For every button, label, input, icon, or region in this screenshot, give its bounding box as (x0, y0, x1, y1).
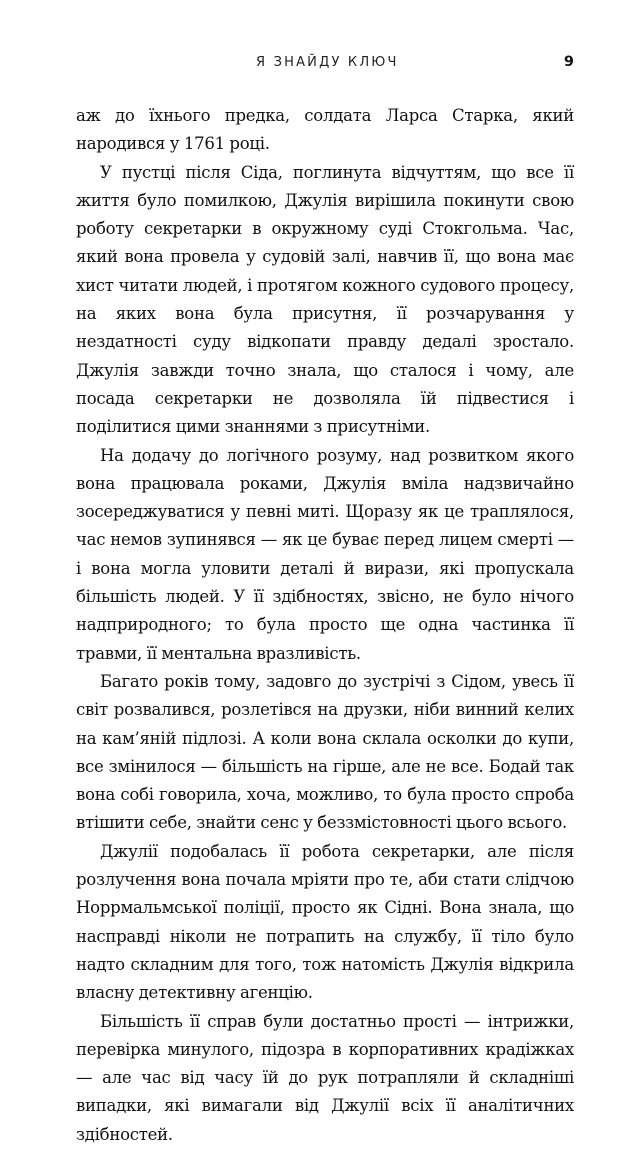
page-number: 9 (563, 54, 574, 70)
paragraph-2: У пустці після Сіда, поглинута відчуттям, що все її життя було помилкою, Джулія вирішила покинути свою роботу секретарки в окружному суді Стокгольма. Час, який вона провела у судовій залі, навчив її, що вона має хист читати людей, і протягом кожного судового процесу, на яких вона була присутня, її розчарування у нездатності суду відкопати правду дедалі зростало. Джулія завжди точно знала, що сталося і чому, але посада секретарки не дозволяла їй підвестися і поділитися цими знаннями з присутніми. (76, 162, 574, 437)
paragraph-1: аж до їхнього предка, солдата Ларса Старка, який народився у 1761 році. (76, 106, 574, 154)
paragraph-3: На додачу до логічного розуму, над розвитком якого вона працювала роками, Джулія вміла надзвичайно зосереджуватися у певні миті. Щоразу як це траплялося, час немов зупинявся — як це буває перед лицем смерті — і вона могла уловити деталі й вирази, які пропускала більшість людей. У її здібностях, звісно, не було нічого надприродного; то була просто ще одна частинка її травми, її ментальна вразливість. (76, 445, 574, 663)
paragraph-6: Більшість її справ були достатньо прості — інтрижки, перевірка минулого, підозра в корпоративних крадіжках — але час від часу їй до рук потрапляли й складніші випадки, які вимагали від Джулії всіх її аналітичних здібностей. (76, 1011, 574, 1144)
body-text (76, 102, 574, 1149)
running-title: Я ЗНАЙДУ КЛЮЧ (256, 55, 399, 70)
running-header (76, 55, 574, 79)
paragraph-5: Джулії подобалась її робота секретарки, але після розлучення вона почала мріяти про те, аби стати слідчою Норрмальмської поліції, просто як Сідні. Вона знала, що насправді ніколи не потрапить на службу, її тіло було надто складним для того, тож натомість Джулія відкрила власну детективну агенцію. (76, 841, 574, 1003)
paragraph-4: Багато років тому, задовго до зустрічі з Сідом, увесь її світ розвалився, розлетівся на друзки, ніби винний келих на кам’яній підлозі. А коли вона склала осколки до купи, все змінилося — більшість на гірше, але не все. Бодай так вона собі говорила, хоча, можливо, то була просто спроба втішити себе, знайти сенс у беззмістовності цього всього. (76, 671, 574, 833)
